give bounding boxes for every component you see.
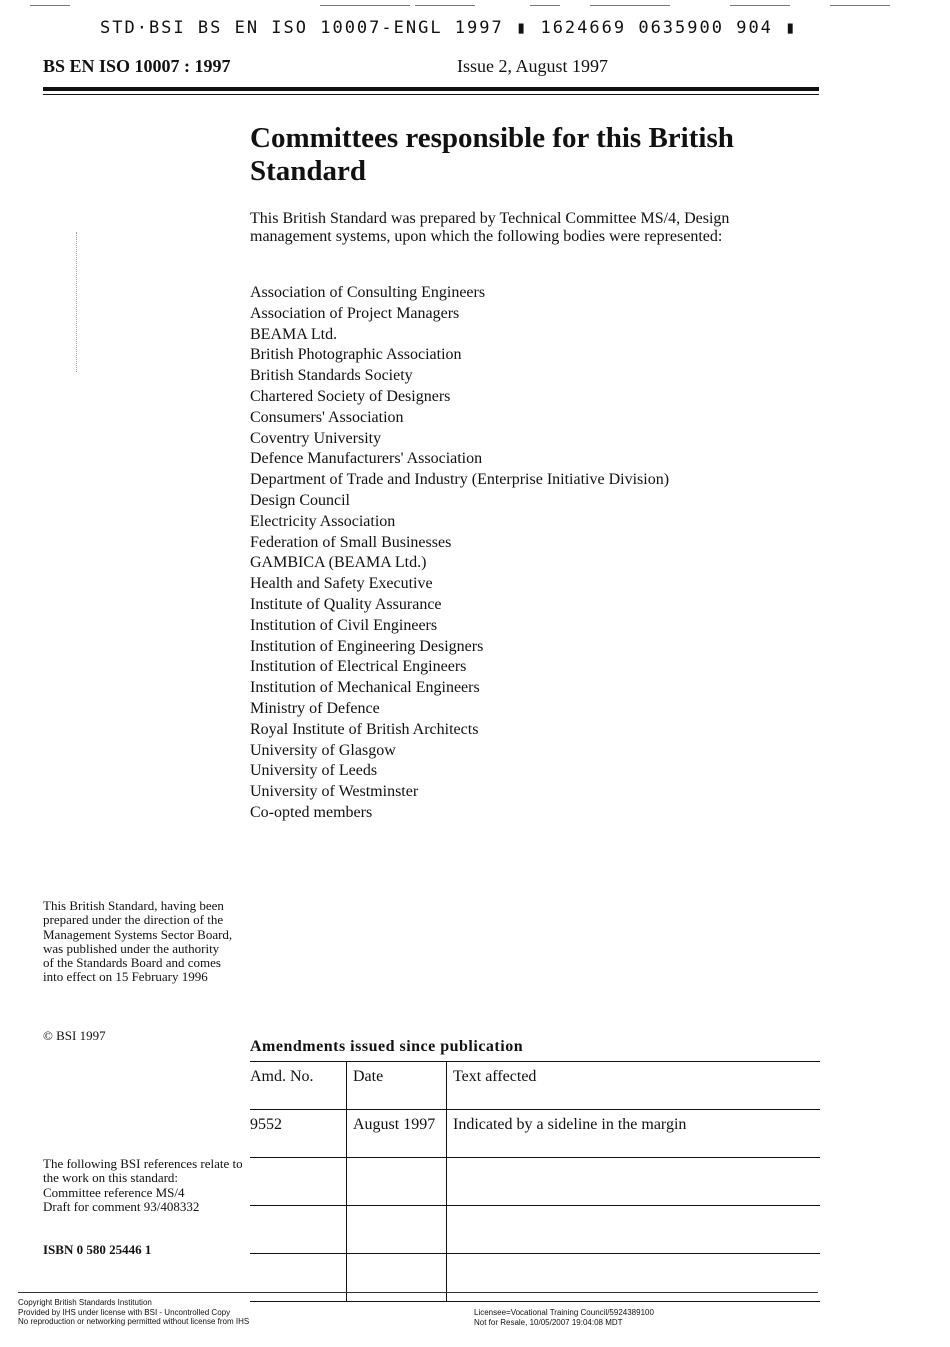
list-item: Electricity Association xyxy=(250,512,396,530)
amendment-date xyxy=(347,1254,447,1302)
column-header: Date xyxy=(347,1062,447,1110)
list-item: Co-opted members xyxy=(250,803,373,821)
list-item: British Photographic Association xyxy=(250,346,462,364)
list-item: Coventry University xyxy=(250,429,382,447)
list-item: University of Glasgow xyxy=(250,741,396,759)
footer-license-left xyxy=(18,1298,249,1327)
list-item: Federation of Small Businesses xyxy=(250,533,452,551)
amendment-number: 9552 xyxy=(250,1110,347,1158)
isbn: ISBN 0 580 25446 1 xyxy=(43,1242,152,1257)
amendments-title: Amendments issued since publication xyxy=(250,1038,524,1055)
amendment-number xyxy=(250,1254,347,1302)
references-intro: The following BSI references relate to the work on this standard: xyxy=(43,1156,243,1186)
footer-rule xyxy=(18,1292,818,1293)
list-item: British Standards Society xyxy=(250,367,413,385)
list-item: Health and Safety Executive xyxy=(250,575,433,593)
amendment-text xyxy=(447,1254,821,1302)
list-item: Defence Manufacturers' Association xyxy=(250,450,483,468)
amendments-table xyxy=(250,1061,820,1302)
list-item: Royal Institute of British Architects xyxy=(250,720,479,738)
list-item: BEAMA Ltd. xyxy=(250,325,338,343)
amendment-text xyxy=(447,1158,821,1206)
copyright-notice: © BSI 1997 xyxy=(43,1028,106,1043)
intro-paragraph: This British Standard was prepared by Technical Committee MS/4, Design management systems, upon which the following bodies were represented: xyxy=(250,210,730,245)
list-item: Institution of Electrical Engineers xyxy=(250,658,467,676)
header-rule-thick xyxy=(43,87,819,91)
committee-reference: Committee reference MS/4 xyxy=(43,1184,185,1200)
list-item: Institution of Engineering Designers xyxy=(250,637,484,655)
list-item: Chartered Society of Designers xyxy=(250,387,451,405)
header-rule-thin xyxy=(43,94,819,95)
amendment-date xyxy=(347,1206,447,1254)
list-item: GAMBICA (BEAMA Ltd.) xyxy=(250,554,427,572)
represented-bodies-list xyxy=(250,283,810,824)
amendment-date xyxy=(347,1158,447,1206)
column-header: Text affected xyxy=(447,1062,821,1110)
list-item: Institution of Civil Engineers xyxy=(250,616,438,634)
table-row xyxy=(250,1254,820,1302)
list-item: University of Westminster xyxy=(250,783,419,801)
table-row xyxy=(250,1110,820,1158)
standard-number: BS EN ISO 10007 : 1997 xyxy=(43,56,231,76)
column-header: Amd. No. xyxy=(250,1062,347,1110)
amendment-text xyxy=(447,1206,821,1254)
scan-header-code: STD·BSI BS EN ISO 10007-ENGL 1997 ▮ 1624669 0635900 904 ▮ xyxy=(100,18,798,38)
margin-sideline xyxy=(76,232,78,372)
draft-reference: Draft for comment 93/408332 xyxy=(43,1198,200,1214)
list-item: Institute of Quality Assurance xyxy=(250,595,442,613)
bsi-references xyxy=(43,1157,243,1214)
footer-line: Provided by IHS under license with BSI - Uncontrolled Copy xyxy=(18,1307,231,1317)
footer-line: Not for Resale, 10/05/2007 19:04:08 MDT xyxy=(474,1317,623,1327)
amendment-number xyxy=(250,1206,347,1254)
table-row xyxy=(250,1206,820,1254)
page-title: Committees responsible for this British Standard xyxy=(250,122,734,187)
list-item: Association of Project Managers xyxy=(250,304,460,322)
list-item: Department of Trade and Industry (Enterprise Initiative Division) xyxy=(250,471,670,489)
table-row xyxy=(250,1158,820,1206)
list-item: Consumers' Association xyxy=(250,408,404,426)
amendment-date: August 1997 xyxy=(347,1110,447,1158)
footer-line: Licensee=Vocational Training Council/5924389100 xyxy=(474,1308,654,1317)
list-item: University of Leeds xyxy=(250,762,378,780)
footer-line: No reproduction or networking permitted without license from IHS xyxy=(18,1317,250,1326)
scan-marks xyxy=(30,2,910,8)
table-header-row xyxy=(250,1062,820,1110)
list-item: Institution of Mechanical Engineers xyxy=(250,679,480,697)
publication-note: This British Standard, having been prepared under the direction of the Management Systems Sector Board, was published under the authority of the Standards Board and comes into effect on 15 February 1996 xyxy=(43,898,233,985)
list-item: Ministry of Defence xyxy=(250,699,380,717)
list-item: Association of Consulting Engineers xyxy=(250,284,486,301)
amendment-number xyxy=(250,1158,347,1206)
footer-line: Copyright British Standards Institution xyxy=(18,1298,152,1307)
issue-date: Issue 2, August 1997 xyxy=(457,56,609,76)
list-item: Design Council xyxy=(250,491,350,509)
amendment-text: Indicated by a sideline in the margin xyxy=(447,1110,821,1158)
footer-license-right xyxy=(474,1308,654,1327)
